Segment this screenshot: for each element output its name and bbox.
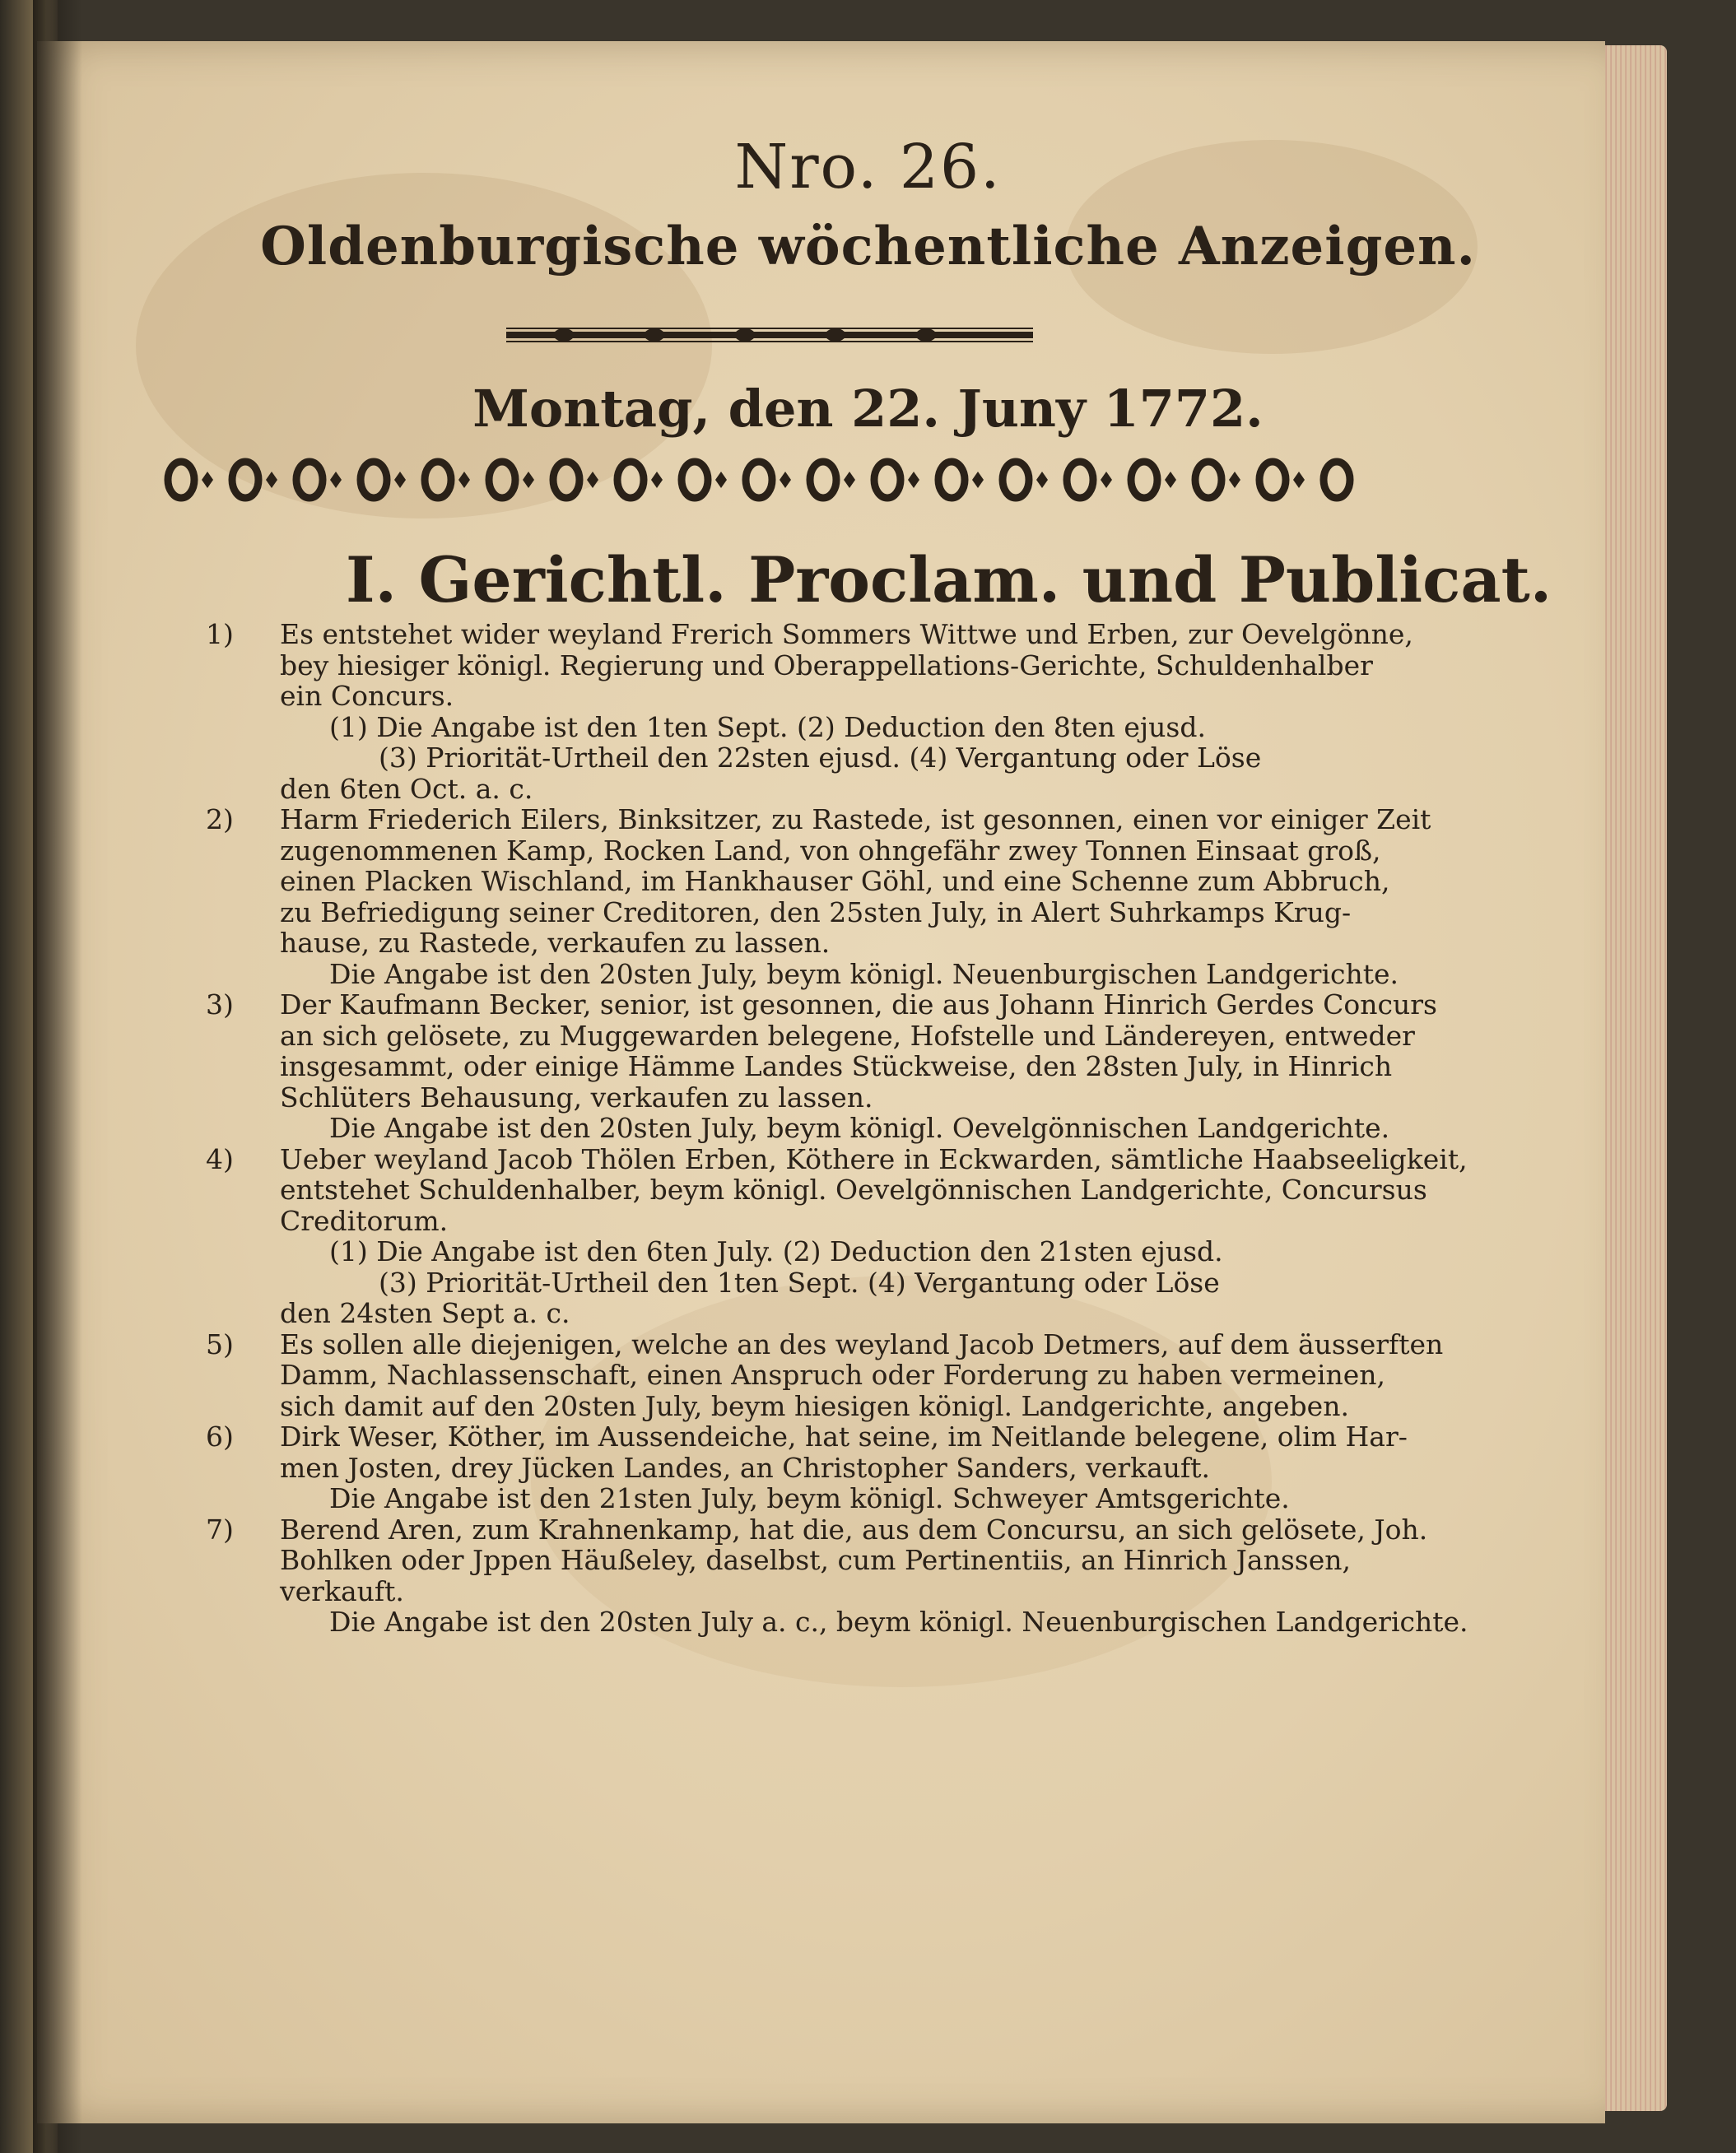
entry-line: einen Placken Wischland, im Hankhauser Göhl, und eine Schenne zum Abbruch, [280, 865, 1390, 897]
entry-line: Bohlken oder Jppen Häußeley, daselbst, cum Pertinentiis, an Hinrich Janssen, [280, 1544, 1351, 1576]
notice-entry [206, 618, 1413, 805]
entry-number: 5) [206, 1328, 234, 1360]
entry-line: men Josten, drey Jücken Landes, an Christopher Sanders, verkauft. [280, 1451, 1211, 1484]
entry-number: 7) [206, 1513, 234, 1546]
entry-line: insgesammt, oder einige Hämme Landes Stückweise, den 28sten July, in Hinrich [280, 1050, 1393, 1082]
entry-court-line: Die Angabe ist den 20sten July, beym königl. Oevelgönnischen Landgerichte. [329, 1112, 1390, 1144]
entry-schedule-line: den 6ten Oct. a. c. [280, 772, 533, 805]
entry-number: 1) [206, 618, 234, 650]
entry-line: Berend Aren, zum Krahnenkamp, hat die, aus dem Concursu, an sich gelösete, Joh. [280, 1513, 1428, 1546]
entry-line: ein Concurs. [280, 680, 454, 712]
entry-line: verkauft. [280, 1574, 404, 1607]
notice-entry [206, 988, 1437, 1144]
entry-line: Schlüters Behausung, verkaufen zu lassen. [280, 1081, 873, 1114]
entry-line: zu Befriedigung seiner Creditoren, den 25sten July, in Alert Suhrkamps Krug- [280, 895, 1352, 928]
entry-line: Der Kaufmann Becker, senior, ist gesonnen, die aus Johann Hinrich Gerdes Concurs [280, 988, 1437, 1021]
section-heading: I. Gerichtl. Proclam. und Publicat. [346, 543, 1552, 616]
entry-line: Es sollen alle diejenigen, welche an des weyland Jacob Detmers, auf dem äusserften [280, 1328, 1444, 1360]
entry-court-line: Die Angabe ist den 21sten July, beym königl. Schweyer Amtsgerichte. [329, 1482, 1290, 1514]
entry-schedule-line: den 24sten Sept a. c. [280, 1297, 570, 1329]
entry-schedule-line: (1) Die Angabe ist den 1ten Sept. (2) Deduction den 8ten ejusd. [329, 710, 1206, 743]
entry-schedule-line: (3) Priorität-Urtheil den 1ten Sept. (4) Vergantung oder Löse [379, 1266, 1220, 1299]
entry-court-line: Die Angabe ist den 20sten July a. c., beym königl. Neuenburgischen Landgerichte. [329, 1606, 1468, 1638]
notice-entry [206, 803, 1431, 990]
entry-line: Creditorum. [280, 1204, 449, 1237]
ornament-chain [163, 454, 1357, 505]
entry-line: Es entstehet wider weyland Frerich Sommers Wittwe und Erben, zur Oevelgönne, [280, 618, 1413, 650]
notice-entry [206, 1513, 1468, 1638]
entry-number: 2) [206, 803, 234, 835]
notice-entry [206, 1421, 1408, 1514]
entry-line: Dirk Weser, Köther, im Aussendeiche, hat seine, im Neitlande belegene, olim Har- [280, 1421, 1408, 1453]
issue-date: Montag, den 22. Juny 1772. [472, 379, 1264, 439]
entry-line: entstehet Schuldenhalber, beym königl. Oevelgönnischen Landgerichte, Concursus [280, 1174, 1427, 1206]
entry-schedule-line: (3) Priorität-Urtheil den 22sten ejusd. (4) Vergantung oder Löse [379, 742, 1262, 774]
notice-entry [206, 1142, 1468, 1329]
entry-court-line: Die Angabe ist den 20sten July, beym königl. Neuenburgischen Landgerichte. [329, 957, 1399, 990]
entry-number: 4) [206, 1142, 234, 1175]
ornament-rule [506, 321, 1033, 349]
entry-line: Harm Friederich Eilers, Binksitzer, zu Rastede, ist gesonnen, einen vor einiger Zeit [280, 803, 1431, 835]
gutter-shadow [33, 0, 82, 2153]
notices-list [206, 618, 1468, 1638]
issue-number: Nro. 26. [734, 132, 1002, 202]
entry-line: bey hiesiger königl. Regierung und Oberappellations-Gerichte, Schuldenhalber [280, 649, 1373, 681]
entry-line: hause, zu Rastede, verkaufen zu lassen. [280, 927, 831, 959]
notice-entry [206, 1328, 1444, 1422]
entry-line: Damm, Nachlassenschaft, einen Anspruch oder Forderung zu haben vermeinen, [280, 1359, 1386, 1391]
entry-number: 3) [206, 988, 234, 1021]
newspaper-title: Oldenburgische wöchentliche Anzeigen. [260, 216, 1476, 277]
entry-line: Ueber weyland Jacob Thölen Erben, Köthere in Eckwarden, sämtliche Haabseeligkeit, [280, 1142, 1468, 1175]
entry-line: sich damit auf den 20sten July, beym hiesigen königl. Landgerichte, angeben. [280, 1389, 1349, 1422]
entry-line: an sich gelösete, zu Muggewarden belegene, Hofstelle und Ländereyen, entweder [280, 1019, 1415, 1052]
entry-line: zugenommenen Kamp, Rocken Land, von ohngefähr zwey Tonnen Einsaat groß, [280, 834, 1381, 867]
entry-schedule-line: (1) Die Angabe ist den 6ten July. (2) Deduction den 21sten ejusd. [329, 1235, 1223, 1267]
entry-number: 6) [206, 1421, 234, 1453]
